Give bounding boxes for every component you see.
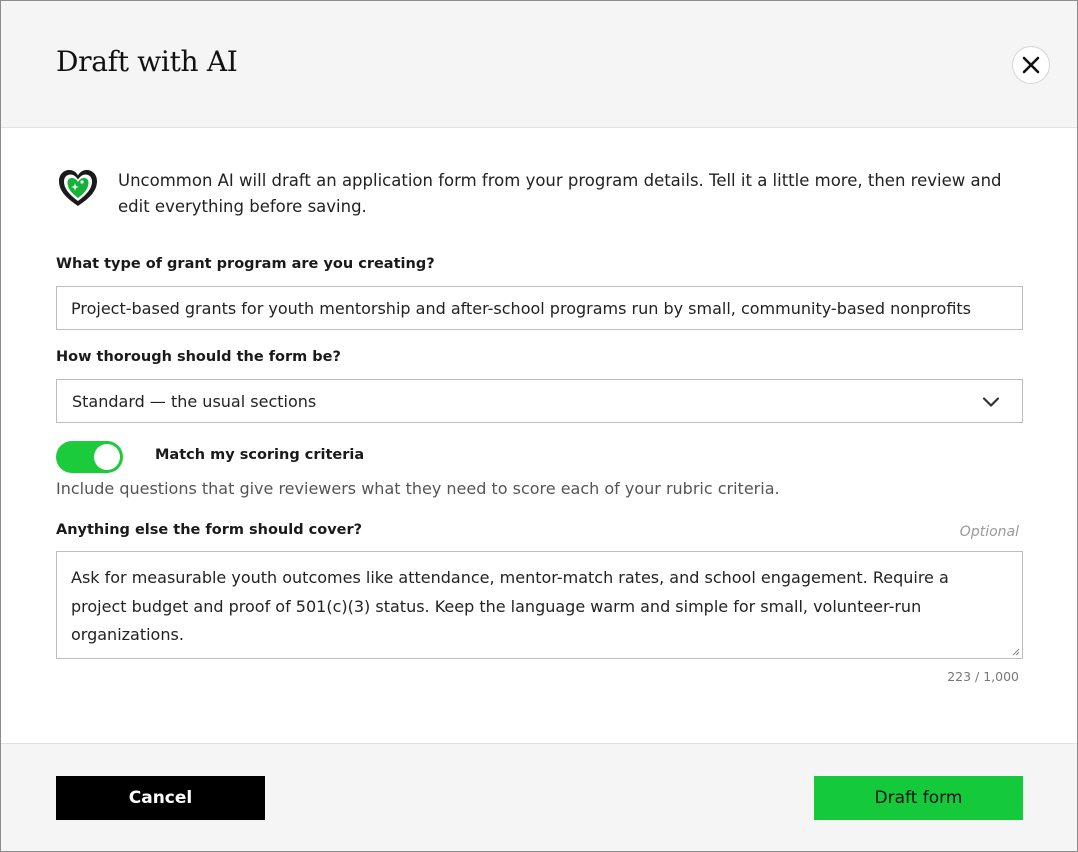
thoroughness-selected-value: Standard — the usual sections <box>72 391 317 411</box>
draft-form-button[interactable]: Draft form <box>814 776 1023 820</box>
scoring-criteria-help: Include questions that give reviewers what they need to score each of your rubric criteria. <box>56 479 780 498</box>
intro-description: Uncommon AI will draft an application form from your program details. Tell it a little more, then review and edit everything before saving. <box>118 171 1002 216</box>
ai-heart-icon <box>56 167 100 209</box>
program-type-input[interactable]: Project-based grants for youth mentorship and after-school programs run by small, community-based nonprofits <box>56 286 1023 330</box>
close-button[interactable] <box>1012 46 1050 84</box>
toggle-knob <box>94 444 120 470</box>
thoroughness-label: How thorough should the form be? <box>56 349 341 365</box>
chevron-down-icon <box>982 393 1000 411</box>
cancel-button[interactable]: Cancel <box>56 776 265 820</box>
thoroughness-select[interactable] <box>56 379 1023 423</box>
extra-textarea-value: Ask for measurable youth outcomes like attendance, mentor-match rates, and school engagement. Require a project budget and proof of 501(c)(3) status. Keep the language warm and simple for small, volunteer-run organizations. <box>71 568 949 644</box>
extra-textarea[interactable] <box>56 551 1023 659</box>
scoring-criteria-label: Match my scoring criteria <box>155 447 365 463</box>
close-icon <box>1022 56 1040 74</box>
dialog-title: Draft with AI <box>56 45 238 78</box>
dialog-header <box>1 1 1077 128</box>
scoring-criteria-toggle[interactable] <box>56 441 123 473</box>
optional-tag: Optional <box>959 524 1019 540</box>
character-counter: 223 / 1,000 <box>947 669 1019 684</box>
program-type-label: What type of grant program are you creating? <box>56 256 435 272</box>
resize-grip-icon[interactable] <box>1010 646 1020 656</box>
extra-label: Anything else the form should cover? <box>56 522 363 538</box>
